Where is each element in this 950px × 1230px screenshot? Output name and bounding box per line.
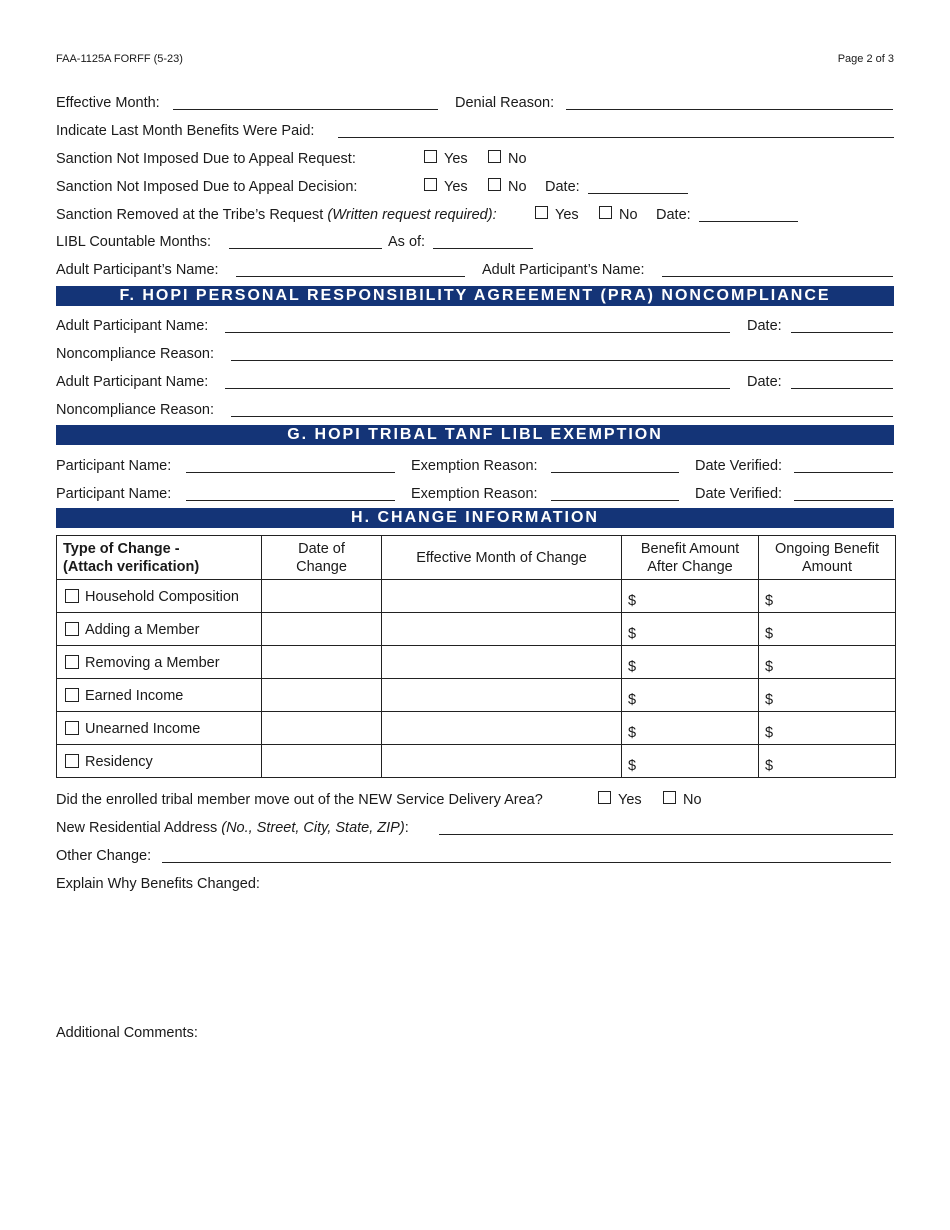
date-label: Date: — [656, 207, 691, 223]
noncompliance-reason-field-2[interactable] — [231, 416, 893, 417]
date-of-change-cell[interactable] — [262, 646, 382, 679]
last-month-paid-label: Indicate Last Month Benefits Were Paid: — [56, 123, 315, 139]
sanction-removed-label: Sanction Removed at the Tribe’s Request (Written request required): — [56, 207, 497, 223]
change-type-label: Residency — [85, 754, 153, 770]
benefit-amount-cell[interactable]: $ — [622, 745, 759, 778]
sanction-removed-yes-checkbox[interactable] — [535, 206, 548, 219]
change-type-cell — [57, 679, 262, 712]
ongoing-benefit-cell[interactable]: $ — [759, 580, 896, 613]
appeal-decision-no-checkbox[interactable] — [488, 178, 501, 191]
date-label: Date: — [545, 179, 580, 195]
libl-months-label: LIBL Countable Months: — [56, 234, 212, 250]
effective-month-cell[interactable] — [382, 712, 622, 745]
benefit-amount-cell[interactable]: $ — [622, 613, 759, 646]
form-id: FAA-1125A FORFF (5-23) — [56, 53, 183, 65]
change-type-cell — [57, 580, 262, 613]
change-type-label: Earned Income — [85, 688, 184, 704]
adult-name-label: Adult Participant’s Name: — [56, 262, 219, 278]
change-type-label: Unearned Income — [85, 721, 201, 737]
ongoing-benefit-cell[interactable]: $ — [759, 679, 896, 712]
sanction-removed-no-checkbox[interactable] — [599, 206, 612, 219]
benefit-amount-cell[interactable]: $ — [622, 679, 759, 712]
denial-reason-field[interactable] — [566, 109, 893, 110]
yes-label: Yes — [555, 207, 579, 223]
no-label: No — [619, 207, 638, 223]
participant-name-label: Participant Name: — [56, 458, 172, 474]
effective-month-cell[interactable] — [382, 646, 622, 679]
other-change-field[interactable] — [162, 862, 891, 863]
noncompliance-reason-field-1[interactable] — [231, 360, 893, 361]
effective-month-field[interactable] — [173, 109, 438, 110]
pra-adult-name-field-1[interactable] — [225, 332, 730, 333]
date-label: Date: — [747, 374, 782, 390]
effective-month-cell[interactable] — [382, 580, 622, 613]
moved-yes-checkbox[interactable] — [598, 791, 611, 804]
change-type-label: Removing a Member — [85, 655, 220, 671]
effective-month-cell[interactable] — [382, 613, 622, 646]
col-benefit-amount: Benefit Amount After Change — [622, 536, 759, 580]
household-composition-checkbox[interactable] — [65, 589, 79, 603]
explain-label: Explain Why Benefits Changed: — [56, 876, 260, 892]
change-type-cell — [57, 745, 262, 778]
date-verified-field-1[interactable] — [794, 472, 893, 473]
change-type-cell — [57, 712, 262, 745]
additional-comments-label: Additional Comments: — [56, 1025, 198, 1041]
date-of-change-cell[interactable] — [262, 580, 382, 613]
table-row — [57, 580, 896, 613]
sanction-removed-date-field[interactable] — [699, 221, 798, 222]
benefit-amount-cell[interactable]: $ — [622, 712, 759, 745]
col-effective-month: Effective Month of Change — [382, 536, 622, 580]
date-of-change-cell[interactable] — [262, 679, 382, 712]
date-of-change-cell[interactable] — [262, 613, 382, 646]
adult-name-field-1[interactable] — [236, 276, 465, 277]
pra-adult-name-field-2[interactable] — [225, 388, 730, 389]
participant-name-label: Participant Name: — [56, 486, 172, 502]
no-label: No — [683, 792, 702, 808]
effective-month-cell[interactable] — [382, 745, 622, 778]
pra-adult-name-label: Adult Participant Name: — [56, 374, 209, 390]
as-of-label: As of: — [388, 234, 426, 250]
page-number: Page 2 of 3 — [837, 53, 894, 65]
ongoing-benefit-cell[interactable]: $ — [759, 646, 896, 679]
moved-question-label: Did the enrolled tribal member move out of the NEW Service Delivery Area? — [56, 792, 543, 808]
exemption-reason-label: Exemption Reason: — [411, 458, 538, 474]
no-label: No — [508, 151, 527, 167]
appeal-request-yes-checkbox[interactable] — [424, 150, 437, 163]
benefit-amount-cell[interactable]: $ — [622, 646, 759, 679]
table-row — [57, 679, 896, 712]
change-type-cell — [57, 613, 262, 646]
date-verified-field-2[interactable] — [794, 500, 893, 501]
col-date-of-change: Date of Change — [262, 536, 382, 580]
sanction-appeal-decision-label: Sanction Not Imposed Due to Appeal Decision: — [56, 179, 358, 195]
change-information-table — [56, 535, 896, 778]
sanction-appeal-request-label: Sanction Not Imposed Due to Appeal Request: — [56, 151, 356, 167]
appeal-decision-yes-checkbox[interactable] — [424, 178, 437, 191]
exemption-reason-field-2[interactable] — [551, 500, 679, 501]
date-of-change-cell[interactable] — [262, 745, 382, 778]
pra-adult-name-label: Adult Participant Name: — [56, 318, 209, 334]
date-verified-label: Date Verified: — [695, 458, 783, 474]
new-address-field[interactable] — [439, 834, 893, 835]
exemption-reason-field-1[interactable] — [551, 472, 679, 473]
table-row — [57, 646, 896, 679]
change-type-label: Adding a Member — [85, 622, 200, 638]
participant-name-field-1[interactable] — [186, 472, 395, 473]
denial-reason-label: Denial Reason: — [455, 95, 555, 111]
new-address-label: New Residential Address (No., Street, City, State, ZIP): — [56, 820, 409, 836]
date-label: Date: — [747, 318, 782, 334]
benefit-amount-cell[interactable]: $ — [622, 580, 759, 613]
pra-date-field-2[interactable] — [791, 388, 893, 389]
section-f-title: F. HOPI PERSONAL RESPONSIBILITY AGREEMENT (PRA) NONCOMPLIANCE — [56, 286, 894, 306]
yes-label: Yes — [444, 179, 468, 195]
unearned-income-checkbox[interactable] — [65, 721, 79, 735]
table-row — [57, 613, 896, 646]
date-verified-label: Date Verified: — [695, 486, 783, 502]
last-month-paid-field[interactable] — [338, 137, 894, 138]
section-h-title: H. CHANGE INFORMATION — [56, 508, 894, 528]
col-type-of-change: Type of Change - (Attach verification) — [57, 536, 262, 580]
ongoing-benefit-cell[interactable]: $ — [759, 712, 896, 745]
libl-months-field[interactable] — [229, 248, 382, 249]
appeal-decision-date-field[interactable] — [588, 193, 688, 194]
explain-text-area[interactable] — [56, 896, 894, 1016]
yes-label: Yes — [444, 151, 468, 167]
ongoing-benefit-cell[interactable]: $ — [759, 745, 896, 778]
table-row — [57, 745, 896, 778]
as-of-field[interactable] — [433, 248, 533, 249]
yes-label: Yes — [618, 792, 642, 808]
pra-date-field-1[interactable] — [791, 332, 893, 333]
effective-month-cell[interactable] — [382, 679, 622, 712]
participant-name-field-2[interactable] — [186, 500, 395, 501]
change-type-label: Household Composition — [85, 589, 239, 605]
other-change-label: Other Change: — [56, 848, 152, 864]
section-g-title: G. HOPI TRIBAL TANF LIBL EXEMPTION — [56, 425, 894, 445]
appeal-request-no-checkbox[interactable] — [488, 150, 501, 163]
noncompliance-reason-label: Noncompliance Reason: — [56, 346, 214, 362]
moved-no-checkbox[interactable] — [663, 791, 676, 804]
adult-name-label: Adult Participant’s Name: — [482, 262, 645, 278]
date-of-change-cell[interactable] — [262, 712, 382, 745]
table-header-row — [57, 536, 896, 580]
additional-comments-area[interactable] — [56, 1045, 894, 1195]
table-row — [57, 712, 896, 745]
ongoing-benefit-cell[interactable]: $ — [759, 613, 896, 646]
effective-month-label: Effective Month: — [56, 95, 160, 111]
residency-checkbox[interactable] — [65, 754, 79, 768]
adult-name-field-2[interactable] — [662, 276, 893, 277]
noncompliance-reason-label: Noncompliance Reason: — [56, 402, 214, 418]
no-label: No — [508, 179, 527, 195]
removing-member-checkbox[interactable] — [65, 655, 79, 669]
exemption-reason-label: Exemption Reason: — [411, 486, 538, 502]
adding-member-checkbox[interactable] — [65, 622, 79, 636]
earned-income-checkbox[interactable] — [65, 688, 79, 702]
col-ongoing-benefit: Ongoing Benefit Amount — [759, 536, 896, 580]
change-type-cell — [57, 646, 262, 679]
